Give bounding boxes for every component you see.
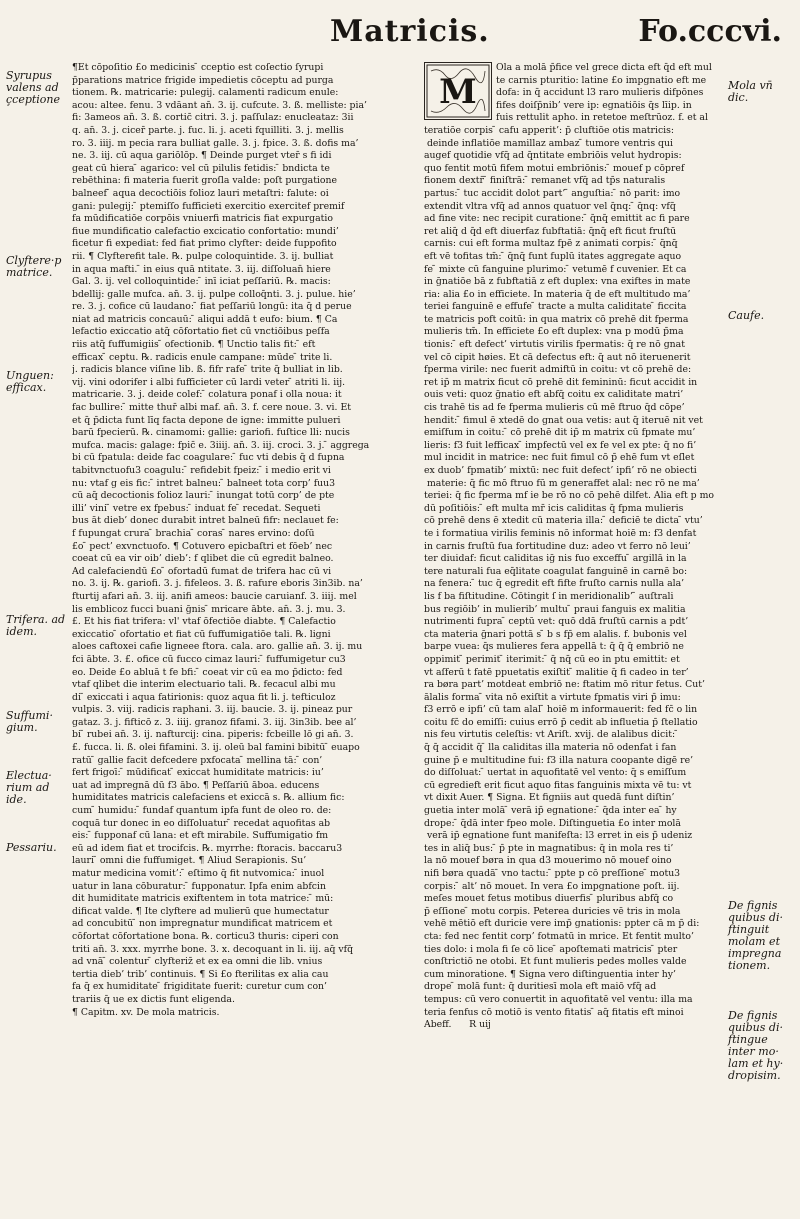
text-line: conſtrictiō ne otobi. Et funt mulieris pedes molles valde (424, 956, 687, 968)
text-line: balneef ̄ aqua decoctiōis folioz lauri metaſtri: falute: oi (72, 187, 329, 199)
text-line: in ḡnatiōe bā z fubftatiā z eft duplex: vna exiftes in mate (424, 276, 691, 288)
text-line: barpe vuea: q̄s mulieres fera appellā t: q̄ q̄ q̄ embriō ne (424, 641, 684, 653)
text-line: fionem dextr̄ ̄ finiſtrā: ̄ remanet vfq̄ ad tp̄s naturalis (424, 175, 666, 187)
text-line: £. fucca. li. ß. olei fifamini. 3. ij. oleū bal famini bibitū ̄ euapo (72, 742, 360, 754)
text-line: coeat cū ea vir oib’ dieb’: f̄ qlibet die cū egredit̄ balneo. (72, 553, 334, 565)
text-line: meſes mouet fetus motibus diuerfis ̄ pluribus abfq̄ co (424, 893, 674, 905)
text-line: dofa: in q̄ accidunt l3 raro mulieris difpōnes (496, 87, 704, 99)
text-line: oppimit ̄ perimit ̄ iterimit: ̄ q̄ nq̄ cū eo in ptu emittit: et (424, 653, 680, 665)
text-line: coquā tur donec in eo diſſoluatur ̄ recedat aquofitas ab (72, 817, 331, 829)
margin-note: Clyftere·p matrice. (6, 254, 62, 279)
text-line: teratiōe corpis ̄ cafu apperit’: p̄ cluftiōe otis matricis: (424, 124, 675, 136)
text-line: vij. vini odorifer i albi fufficieter cū lardi veter ̄ atriti li. iij. (72, 376, 346, 388)
text-line: vehē mētiō eft duricie vere imp̄ gnationis: ppter cā m p̄ di: (424, 918, 700, 930)
text-line: teriei fanguinē e effufe ̄ tracte a multa caliditate ̄ ficcita (424, 301, 687, 313)
text-line: augef quotidie vfq̄ ad q̄ntitate embriōis velut hydropis: (424, 150, 682, 162)
text-line: in aqua mafti. ̄ in eius quā ntitate. 3. iij. diſſoluan̄ hiere (72, 263, 331, 275)
text-line: emiſfum in coitu: ̄ cō prehē dit ip̄ m matrix cū fpmate mu’ (424, 427, 696, 439)
text-line: eis: ̄ fupponaf cū lana: et eft mirabile. Suffumigatio fm (72, 830, 329, 842)
text-line: partus: ̄ tuc accidit dolot part’ ̄ anguſtia: ̄ nō parit: imo (424, 187, 681, 199)
margin-note: Pessariu. (6, 841, 57, 854)
text-line: guetia inter molā ̄ verā ip̄ egnatione: ̄ q̄da inter ea ̄ hy (424, 805, 677, 817)
text-line: fe ̄ mixte cū fanguine plurimo: ̄ vetumē f cuvenier. Et ca (424, 263, 687, 275)
text-line: te i formatiua virilis feminis nō informat hoiē m: f3 denfat (424, 527, 697, 539)
text-line: coitu fc̄ do emiſſi: cuius errō p̄ cedit ab influetia p̄ ſtellatio (424, 716, 698, 728)
text-line: lis emblicoz fucci b̄uani ḡnis ̄ mricare ābte. an̄. 3. j. mu. 3. (72, 603, 346, 615)
text-line: p̄parations matrice frigide impedietis cōceptu ad purga (72, 74, 334, 86)
text-line: in carnis fruſtū fua fortitudine duz: adeo vt ferro nō leui’ (424, 540, 691, 552)
text-line: guine p̄ e multitudine fui: f3 illa natura coopante digē re’ (424, 754, 694, 766)
text-line: cum ̄ humidu: ̄ fundaf quantum ipfa funt de oleo ro. de: (72, 805, 332, 817)
text-line: ficetur fi expediat: fed fiat primo clyfter: deide fuppofito (72, 238, 337, 250)
text-line: uat ad impregnā dū f3 ābo. ¶ Peſſariū āboa. educens (72, 779, 320, 791)
text-line: tere naturali fua eq̄litate coagulat fanguinē in carnē bo: (424, 565, 688, 577)
text-line: na fenera: ̄ tuc q̄ egredit eft fifte fruſto carnis nulla ala’ (424, 578, 685, 590)
text-line: ̄ materie: q̄ fic mō ftruo fū m generaffet alal: nec rō ne ma’ (424, 477, 700, 489)
text-line: ¶Et cōpoſitio £o medicinis ̄ cceptio est coſectio ſyrupi (72, 62, 324, 73)
text-line: dū poſitiōis: ̄ eft multa mr̄ icis caliditas q̄ fpma mulieris (424, 502, 684, 514)
text-line: uatur in lana cōburatur: ̄ fupponatur. Ipfa enim abfcin (72, 880, 326, 892)
text-line: rii. ¶ Clyfterefit tale. ℞. pulpe coloquintide. 3. ij. bulliat (72, 250, 334, 262)
text-line: fac bullire: ̄ mitte thur̄ albi maf. an̄. 3. f. cere noue. 3. vi. Et (72, 402, 351, 414)
text-line: lauri ̄ omni die fuffumiget. ¶ Aliud Serapionis. Su’ (72, 855, 307, 867)
text-line: niat ad matricis concauū: ̄ aliqui addā t eufo: bium. ¶ Ca (72, 313, 338, 325)
text-line: teria fenfus cō motiō is vento fitatis ̄ aq̄ fitatis eft minoi (424, 1006, 684, 1018)
text-line: ne. 3. iij. cū aqua gariōlōp. ¶ Deinde purget vter̄ s fi idi (72, 150, 332, 162)
text-line: tempus: cū vero conuertit in aquofitatē vel ventu: illa ma (424, 993, 693, 1005)
text-line: eū ad idem fiat et trocifcis. ℞. myrrhe: ftoracis. baccaru3 (72, 842, 343, 854)
text-line: f3 errō e ipfi’ cū tam alal ̄ hoiē m informauerit: fed fc̄ o lin (424, 704, 698, 716)
text-line: fci ābte. 3. £. ofice cū fucco cimaz lauri: ̄ fuffumigetur cu3 (72, 653, 346, 665)
running-title: Matricis. (330, 14, 490, 49)
text-line: p̄ eſſione ̄ motu corpis. Peterea duricies vē tris in mola (424, 905, 681, 917)
text-line: gani: pulegij: ̄ ptemiſſo fufficieti exercitio exercitef premif (72, 200, 345, 212)
text-line: teriei: q̄ fic fperma mf ie be rō no cō pehē dilfet. Alia eft p mo (424, 490, 714, 502)
text-line: ra børa part’ motdeat embriō ne: ftatim mō ritur fetus. Cut’ (424, 679, 705, 691)
text-line: carnis: cui eft forma multaz fpē z animati corpis: ̄ q̄nq̄ (424, 238, 678, 250)
text-line: bi cū fpatula: deide fac coagulare: ̄ fuc vti debis q̄ d fupna (72, 452, 345, 464)
text-line: nutrimenti fupra ̄ ceptū vet: quō ddā fruſtū carnis a pdt’ (424, 616, 689, 628)
margin-note: Caufe. (728, 309, 765, 322)
text-line: hendit: ̄ fimul ē xtedē do gnat oua vetis: aut q̄ iteruē nit vet (424, 414, 703, 426)
folio-number: Fo.cccvi. (638, 14, 782, 49)
text-line: la nō mouef børa in qua d3 mouerimo nō mouef oino (424, 855, 672, 867)
text-line: efficax ̄ ceptu. ℞. radicis enule campane: mūde ̄ trite li. (72, 351, 333, 363)
text-line: j. radicis blance viſine lib. ß. fifr rafe ̄ trite q̄ bulliat in lib. (72, 364, 343, 376)
text-line: drope ̄ molā funt: q̄ duritiesī mola eft maiō vfq̄ ad (424, 981, 657, 993)
text-line: ̄ deinde inflatiōe mamillaz ambaz ̄ tumore ventris qui (424, 137, 673, 149)
text-line: fturtij afari an̄. 3. iij. anifi ameos: baucie caruianf. 3. iiij. mel (72, 590, 357, 602)
text-line: illi’ vini ̄ vetre ex fpebus: ̄ induat fe ̄ recedat. Sequeti (72, 502, 321, 514)
text-line: tionem. ℞. matricarie: pulegij. calamenti radicum enule: (72, 87, 339, 99)
text-line: corpis: ̄ alt’ nō mouet. In vera £o impgnatione poſt. iij. (424, 880, 680, 892)
text-line: vulpis. 3. viij. radicis raphani. 3. iij. baucie. 3. ij. pineaz pur (72, 704, 353, 716)
text-line: ratū ̄ gallie facit defcedere pxfocata ̄ mellina tā: ̄ con’ (72, 754, 323, 766)
text-line: fa q̄ ex humiditate ̄ frigiditate fuerit: curetur cum con’ (72, 981, 327, 993)
text-line: extendit vltra vfq̄ ad annos quatuor vel q̄nq: ̄ q̄nq: vfq̄ (424, 200, 676, 212)
text-line: dit humiditate matricis exiftentem in tota matrice: ̄ mū: (72, 893, 334, 905)
text-line: cis trahē tis ad fe fperma mulieris cū mē ftruo q̄d cōpe’ (424, 402, 685, 414)
text-line: cū egredieft erit ficut aquo fitas fanguinis mixta vē tu: vt (424, 779, 692, 791)
text-line: ālalis forma ̄ vita nō exiſtit a virtute fpmatis viri p̄ imu: (424, 691, 681, 703)
text-line: nifi børa quadā ̄ vno tactu: ̄ ppte p cō preſſione ̄ motu3 (424, 868, 681, 879)
margin-note: Suffumi· gium. (6, 709, 53, 734)
text-line: humiditates matricis calefaciens et exiccā s. ℞. allium fic: (72, 792, 345, 804)
text-line: ̄ verā ip̄ egnatione funt manifeſta: l3 erret in eis p̄ udeniz (424, 830, 693, 842)
text-line: cō prehē dens ē xtedit cū materia illa: ̄ deficiē te dicta ̄ vtu’ (424, 515, 703, 527)
text-line: ex duob’ fpmatib’ mixtū: nec fuit defect’ ipfi’ rō ne obiecti (424, 465, 697, 476)
text-line: drope: ̄ q̄dā inter fpeo mole. Diſtinguetia £o inter molā (424, 817, 681, 829)
text-line: Ola a molā p̄fice vel grece dicta eft q̄d eft mul (496, 62, 712, 73)
text-line: triti an̄. 3. xxx. myrrhe bone. 3. x. decoquant̄ in li. iij. aq̄ vfq̄ (72, 943, 354, 955)
initial-letter: M (439, 72, 477, 112)
margin-note: De fignis quibus di· ftinguit molam et impregna tionem. (728, 899, 783, 972)
text-line: £. Et his fiat trifera: vl' vtaf ōfectiōe diabte. ¶ Calefactio (72, 616, 336, 628)
text-line: riis atq̄ fuffumigiis ̄ ofectionib̄. ¶ Unctio talis fit: ̄ eft (72, 339, 316, 351)
text-line: nu: vtaf g eis fic: ̄ intret balneu: ̄ balneet tota corp’ fuu3 (72, 477, 336, 489)
text-line: vt dixit Auer. ¶ Signa. Et figniis aut quedā funt diſtin’ (424, 792, 675, 804)
text-line: ouis veti: quoz ḡnatio eft abfq̄ coitu ex caliditate matri’ (424, 389, 684, 401)
text-line: re. 3. j. cofice cū laudano: ̄ fiat peſſariū longū: ita q̄ d perue (72, 301, 352, 313)
text-line: ro. 3. iiij. m pecia rara bulliat galle. 3. j. fpice. 3. ß. dofis ma’ (72, 137, 359, 149)
margin-note: Trifera. ad idem. (6, 613, 66, 638)
text-line: q̄ q̄ accidit q̄ ̄ lla caliditas illa materia nō odenfat i fan (424, 742, 677, 754)
text-line: tertia dieb’ trib’ continuis. ¶ Si £o fterilitas ex alia cau (72, 968, 329, 980)
text-line: mul incidit in matrice: nec fuit fimul cō p̄ ehē fum vt eſlet (424, 452, 695, 464)
margin-note: Unguen: efficax. (6, 369, 54, 394)
text-line: ret aliq̄ d q̄d eft diuerfaz fubftatiā: q̄nq̄ eft ficut fruſtū (424, 225, 677, 237)
text-line: lefactio exiccatio atq̄ cōfortatio fiet cū vnctiōibus peſfa (72, 326, 330, 338)
text-line: aloes caftoxei cafie ligneee ftora. cala. aro. gallie an̄. 3. ij. mu (72, 641, 363, 653)
right-text-column (424, 62, 722, 1162)
text-line: cta: fed nec fentit corp’ fotmatū in mrice. Et fentit multo’ (424, 930, 694, 942)
text-line: cum minoratione. ¶ Signa vero diſtinguentia inter hy’ (424, 968, 676, 980)
text-line: fert frigoī: ̄ mūdificat ̄ exiccat humiditate matricis: iu’ (72, 767, 324, 779)
text-line: ter diuidaf: ficut caliditas iḡ nis fuo exceffu ̄ argillā in la (424, 553, 687, 565)
text-line: mufca. macis: galage: fpic̄ e. 3iiij. an̄. 3. iij. croci. 3. j. ̄ aggrega (72, 439, 370, 451)
text-line: cta materia ḡnari pottā s ̄ b̄ s fp̄ em alalis. f. bubonis vel (424, 628, 687, 640)
text-line: cū aq̄ decoctionis folioz lauri: ̄ inungat totū corp’ de pte (72, 490, 335, 502)
text-line: fifes doiſp̄nib’ vere ip: egnatiōis q̄s līip. in (496, 99, 692, 111)
text-line: bi ̄ rubei an̄. 3. ij. nafturcij: cina. piperis: fcbeille lō gi an̄. 3. (72, 729, 354, 741)
text-line: matur medicina vomit’: ̄ eſtimo q̄ fit nutvomica: ̄ inuol (72, 868, 325, 879)
text-line: acou: altee. fenu. 3 vdāant an̄. 3. ij. cufcute. 3. ß. melliste: pia’ (72, 99, 367, 111)
text-line: ad fine vite: nec recipit curatione: ̄ q̄nq̄ emittit ac fi pare (424, 213, 690, 225)
text-line: quo fentit motū fifem motui embriōnis: ̄ mouef p cōpref (424, 162, 685, 174)
text-line: nis feu virtutis celeſtis: vt Ariſt. xvij. de alalibus dicit: ̄ (424, 729, 679, 741)
text-line: tes in aliq̄ bus: ̄ p̄ pte in magnatibus: q̄ in mola res ti’ (424, 842, 674, 854)
text-line: ties dolo: i mola fi ſe cō lice ̄ apoſtemati matricis ̄ pter (424, 943, 678, 955)
text-line: ad vnā ̄ colentur ̄ clyfteriz̄ et ex ea omni die lib. vnius (72, 956, 323, 968)
text-line: ad concubitū ̄ non impregnatur mundificat matricem et (72, 918, 333, 930)
text-line: trariis q̄ ue ex dictis funt eligenda. (72, 993, 235, 1005)
text-line: fiue mundificatio calefactio excicatio confortatio: mundi’ (72, 225, 339, 237)
text-line: gataz. 3. j. fifticō z. 3. iiij. granoz fifami. 3. iij. 3in3ib. bee al’ (72, 716, 357, 728)
left-text-column (72, 62, 402, 1202)
text-line: fuis rettulit apho. in retetoe meſtrūoz. f. et al (496, 112, 708, 124)
text-line: vt aſferū t fatē ppuetatis exiſtit ̄ malitie q̄ fi cadeo in ter’ (424, 666, 689, 678)
text-line: et q̄ p̄dicta funt līq facta depone de igne: immitte pulueri (72, 414, 341, 426)
text-line: lieris: f3 fuit lefficax ̄ impfectū vel ex fe vel ex pte: q̄ no fi’ (424, 439, 697, 451)
text-line: vel cō cipit høies. Et cā defectus eft: q̄ aut nō iteruenerit (424, 351, 691, 363)
text-line: eft vē tofitas tm̄: ̄ q̄nq̄ funt fuplū itates aggregate aquo (424, 250, 682, 262)
text-line: vtaf qlibet die interim electuario tali. ℞. fecacul albi mu (72, 679, 336, 691)
text-line: ¶ Capitm. xv. De mola matricis. (72, 1006, 220, 1018)
text-line: matricarie. 3. j. deide colef: ̄ colatura ponaf i olla noua: it (72, 389, 342, 401)
text-line: tabitvnctuofu3 coagulu: ̄ refidebit fpeiz: ̄ i medio erit vi (72, 465, 331, 476)
text-line: exiccatio ̄ ofortatio et fiat cū fuffumigatiōe tali. ℞. ligni (72, 628, 331, 640)
text-line: q. an̄. 3. j. cicer̄ parte. j. fuc. li. j. aceti fquilliti. 3. j. mellis (72, 124, 344, 136)
text-line: bdellij: galle mufca. an̄. 3. ij. pulpe colloq̄nti. 3. j. pulue. hie’ (72, 288, 356, 300)
text-line: lis f̄ ba fiſtitudine. Cōtingit ſ̄ in meridionalib’ ̄ auſtrali (424, 590, 674, 602)
initial-ornament-icon (425, 63, 491, 119)
text-line: no. 3. ij. ℞. gariofi. 3. j. fifeleos. 3. ß. rafure eboris 3in3ib. na’ (72, 578, 363, 590)
text-line: f̄ fupungat crura ̄ brachia ̄ coras ̄ nares ervino: doſū (72, 527, 315, 539)
margin-note: Mola vn̄ dic. (728, 79, 773, 104)
margin-note: Electua· rium ad ide. (6, 769, 52, 806)
text-line: Ad calefaciendū £o ̄ ofortadū fumat de trifera hac cū vi (72, 565, 332, 577)
text-line: fa mūdificatiōe corpōis vniuerfi matricis fiat expurgatio (72, 213, 333, 225)
text-line: cōfortat cōfortatione bona. ℞. corticu3 thuris: ciperi con (72, 930, 339, 942)
text-line: te matricis poft coitū: in qua matrix cō prehē dit fperma (424, 313, 689, 325)
text-line: barū fpecierū. ℞. cinamomi: gallie: gariofi. fuſtice lli: nucis (72, 427, 350, 439)
text-line: Gal. 3. ij. vel colloquintide: ̄ inī iciat peſſariū. ℞. macis: (72, 276, 331, 288)
text-line: ria: alia £o in efficiete. In materia q̄ de eft multitudo ma’ (424, 288, 691, 300)
text-line: bus regiōib’ in mulierib’ multu ̄ praui fanguis ex malitia (424, 603, 686, 615)
text-line: dificat valde. ¶ Ite clyftere ad mulierū que humectatur (72, 905, 329, 917)
text-line: fi: 3ameos an̄. 3. ß. cortic̄ citri. 3. j. paſſulaz: enucleataz: 3ii (72, 112, 354, 124)
text-line: rebēthina: fi materia fuerit groſla valde: poſt purgatione (72, 175, 337, 187)
decorated-initial (424, 62, 492, 120)
text-line: Abeff. R uij (424, 1019, 491, 1031)
margin-note: Syrupus valens ad çceptione (6, 69, 61, 106)
text-line: eo. Deide £o abluā t fe bfi: ̄ coeat vir cū ea mo p̄dicto: fed (72, 666, 343, 678)
text-line: ret ip̄ m matrix ficut cō prehē dit femininū: ficut accidit in (424, 376, 698, 388)
text-line: geat cū hiera ̄ agarico: vel cū pilulis fetidis: ̄ b̄ndicta te (72, 162, 330, 174)
text-line: fperma virile: nec fuerit admiftū in coitu: vt cō prehē de: (424, 364, 692, 376)
text-line: te carnis pturitio: latine £o impgnatio eft me (496, 74, 707, 86)
text-line: mulieris tm̄. In efficiete £o eft duplex: vna p modū p̄ma (424, 326, 684, 338)
text-line: £o ̄ pect’ exvnctuofo. ¶ Cotuvero epicbaſtri et fōeb’ nec (72, 540, 333, 552)
running-head (0, 14, 800, 54)
text-line: do diſſoluat: ̄ uertat in aquofitatē vel vento: q̄ s emiſſum (424, 767, 687, 779)
text-line: tionis: ̄ eft defect’ virtutis virilis fpermatis: q̄ re nō gnat (424, 339, 685, 351)
text-line: bus āt dieb’ donec durabit intret balneū fifr: neclauet fe: (72, 515, 339, 527)
margin-note: De fignis quibus di· ftingue inter mo· lam et hy· dropisim. (728, 1009, 784, 1082)
text-line: di ̄ exiccati i aqua fatirionis: quoz aqua fit li. j. tefticuloz (72, 691, 336, 703)
